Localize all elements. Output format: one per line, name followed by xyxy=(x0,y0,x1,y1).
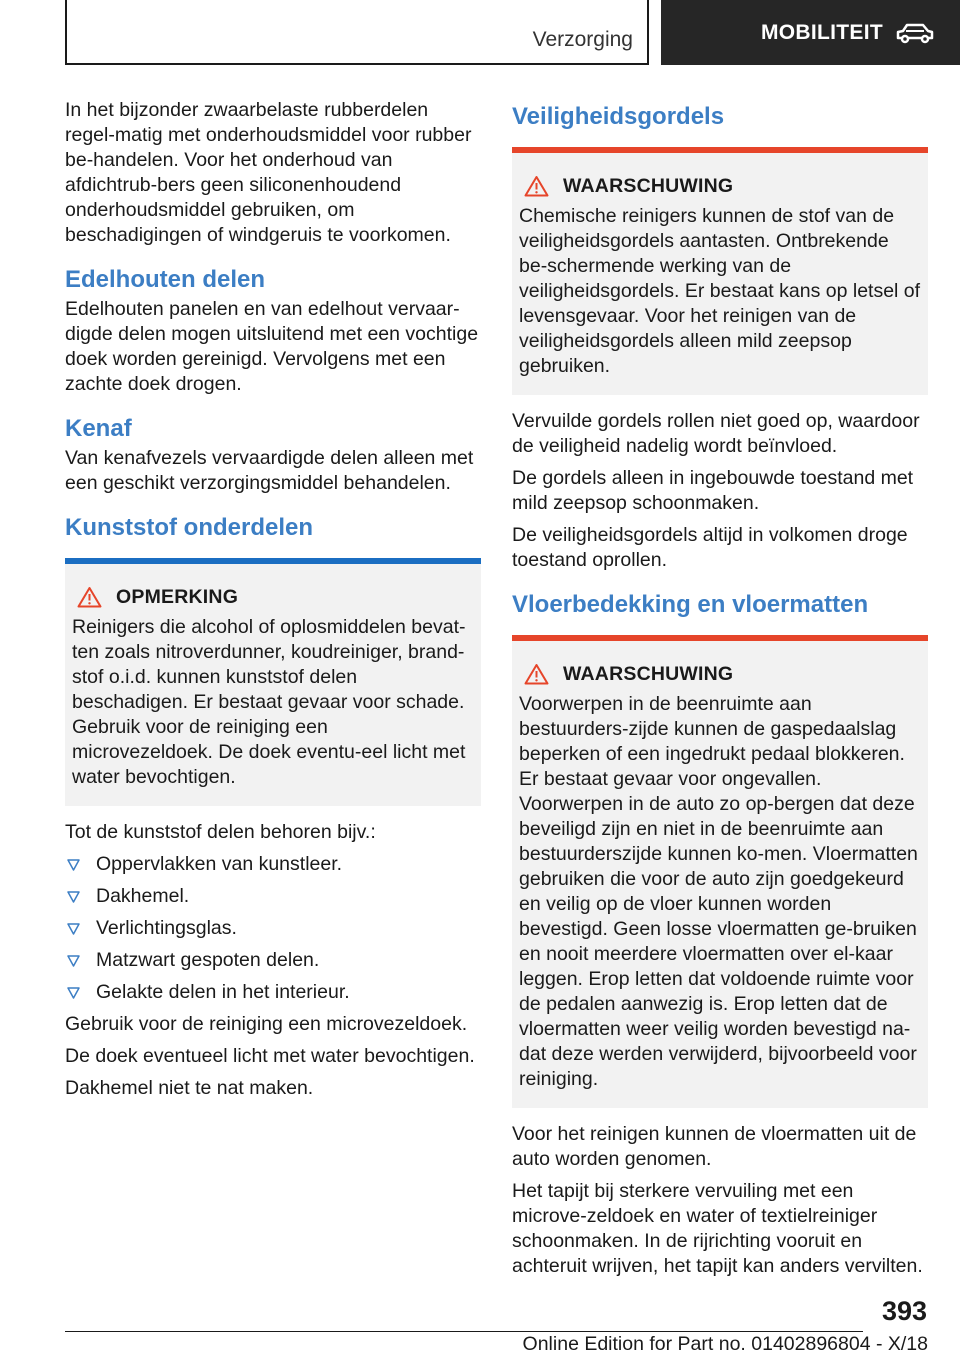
wood-paragraph: Edelhouten panelen en van edelhout vervaar-digde delen mogen uitsluitend met een vochtige doek worden gereinigd. Vervolgens met een zachte doek drogen. xyxy=(65,298,479,395)
list-item-text: Gelakte delen in het interieur. xyxy=(96,981,350,1003)
list-intro: Tot de kunststof delen behoren bijv.: xyxy=(65,821,376,843)
warning-title: WAARSCHUWING xyxy=(563,174,734,197)
bullet-triangle-icon xyxy=(67,955,80,967)
warning-triangle-icon xyxy=(524,663,549,685)
list-item xyxy=(65,916,481,941)
right-column xyxy=(512,98,928,1286)
list-item xyxy=(65,948,481,973)
car-icon xyxy=(895,21,935,45)
kenaf-heading: Kenaf xyxy=(65,415,132,442)
plastic-heading: Kunststof onderdelen xyxy=(65,514,314,541)
headliner-paragraph: Dakhemel niet te nat maken. xyxy=(65,1077,314,1099)
warning-header xyxy=(519,173,921,199)
floor-paragraph-2: Het tapijt bij sterkere vervuiling met een microve-zeldoek en water of textielreiniger schoonmaken. In de rijrichting vooruit en achteruit wrijven, het tapijt kan anders vervilten. xyxy=(512,1180,923,1277)
warning-box-belts xyxy=(512,147,928,395)
left-column xyxy=(65,98,481,1108)
kenaf-paragraph: Van kenafvezels vervaardigde delen alleen met een geschikt verzorgingsmiddel behandelen. xyxy=(65,447,474,494)
belts-paragraph-1: Vervuilde gordels rollen niet goed op, waardoor de veiligheid nadelig wordt beïnvloed. xyxy=(512,410,920,457)
belts-heading: Veiligheidsgordels xyxy=(512,103,725,130)
warning-title: WAARSCHUWING xyxy=(563,662,734,685)
page-number: 393 xyxy=(881,1296,927,1326)
notice-title: OPMERKING xyxy=(116,585,239,608)
bullet-triangle-icon xyxy=(67,987,80,999)
notice-text: Reinigers die alcohol of oplosmiddelen bevat-ten zoals nitroverdunner, koudreiniger, brand-stof o.i.d. kunnen kunststof delen beschadigen. Er bestaat gevaar voor schade. Gebruik voor de reiniging een microvezeldoek. De doek eventu-eel licht met water bevochtigen. xyxy=(72,616,466,788)
floor-heading: Vloerbedekking en vloermatten xyxy=(512,591,869,618)
bullet-triangle-icon xyxy=(67,923,80,935)
list-item xyxy=(65,852,481,877)
rubber-paragraph: In het bijzonder zwaarbelaste rubberdelen regel-matig met onderhoudsmiddel voor rubber be-handelen. Voor het onderhoud van afdichtrub-bers geen siliconenhoudend onderhoudsmiddel gebruiken, om beschadigingen of windgeruis te voorkomen. xyxy=(65,99,472,246)
plastic-parts-list xyxy=(65,852,481,1005)
wood-heading: Edelhouten delen xyxy=(65,266,266,293)
bullet-triangle-icon xyxy=(67,891,80,903)
belts-paragraph-2: De gordels alleen in ingebouwde toestand met mild zeepsop schoonmaken. xyxy=(512,467,914,514)
floor-paragraph-1: Voor het reinigen kunnen de vloermatten uit de auto worden genomen. xyxy=(512,1123,917,1170)
list-item xyxy=(65,980,481,1005)
bullet-triangle-icon xyxy=(67,859,80,871)
footer-edition: Online Edition for Part no. 01402896804 - X/18 xyxy=(522,1333,928,1355)
list-item-text: Dakhemel. xyxy=(96,885,190,907)
microfiber-paragraph: Gebruik voor de reiniging een microvezeldoek. xyxy=(65,1013,468,1035)
list-item xyxy=(65,884,481,909)
footer-divider xyxy=(65,1331,863,1332)
list-item-text: Verlichtingsglas. xyxy=(96,917,237,939)
section-tab xyxy=(65,0,649,65)
belts-paragraph-3: De veiligheidsgordels altijd in volkomen droge toestand oprollen. xyxy=(512,524,908,571)
warning-box-floor xyxy=(512,635,928,1108)
page-header xyxy=(0,0,960,66)
list-item-text: Matzwart gespoten delen. xyxy=(96,949,320,971)
chapter-title: MOBILITEIT xyxy=(761,20,883,44)
list-item-text: Oppervlakken van kunstleer. xyxy=(96,853,343,875)
chapter-tab xyxy=(661,0,960,65)
notice-header xyxy=(72,584,474,610)
warning-text: Voorwerpen in de beenruimte aan bestuurders-zijde kunnen de gaspedaalslag beperken of een ingedrukt pedaal blokkeren. Er bestaat gevaar voor ongevallen. Voorwerpen in de auto zo op-bergen dat deze beveiligd zijn en niet in de beenruimte aan bestuurderszijde kunnen ko-men. Vloermatten gebruiken die voor de auto zijn goedgekeurd en veilig op de vloer kunnen worden bevestigd. Geen losse vloermatten ge-bruiken en nooit meerdere vloermatten over el-kaar leggen. Erop letten dat voldoende ruimte voor de pedalen aanwezig is. Erop letten dat de vloermatten weer veilig worden bevestigd na-dat deze werden verwijderd, bijvoorbeeld voor reiniging. xyxy=(519,693,918,1090)
warning-header xyxy=(519,661,921,687)
section-title: Verzorging xyxy=(532,28,633,51)
moisten-paragraph: De doek eventueel licht met water bevochtigen. xyxy=(65,1045,475,1067)
warning-text: Chemische reinigers kunnen de stof van de veiligheidsgordels aantasten. Ontbrekende be-schermende werking van de veiligheidsgordels. Er bestaat kans op letsel of levensgevaar. Voor het reinigen van de veiligheidsgordels alleen mild zeepsop gebruiken. xyxy=(519,205,921,377)
warning-triangle-icon xyxy=(77,586,102,608)
notice-box xyxy=(65,558,481,806)
warning-triangle-icon xyxy=(524,175,549,197)
